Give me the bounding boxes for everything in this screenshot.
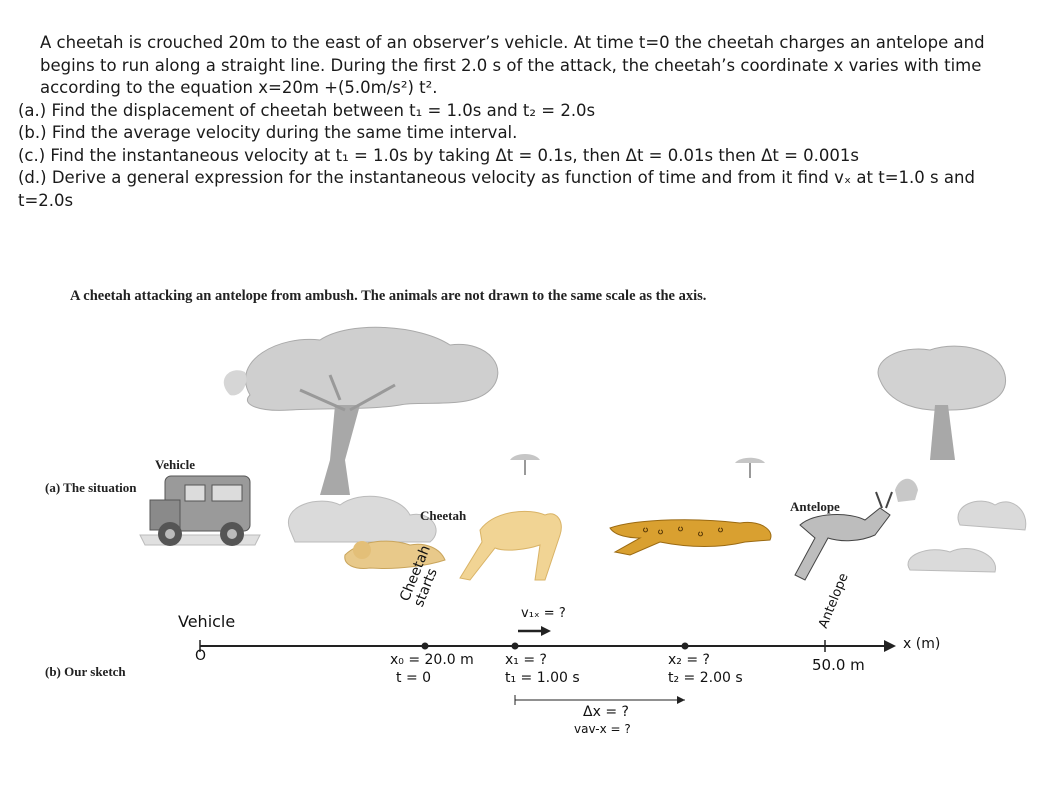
cheetah-figure	[0, 280, 1040, 780]
vav-label: vav-x = ?	[574, 722, 631, 736]
axis-label: x (m)	[903, 636, 941, 652]
cheetah-running	[610, 520, 771, 555]
figure-illustration	[0, 280, 1040, 780]
cheetah-starts-label: Cheetah starts	[397, 543, 441, 610]
part-b: (b.) Find the average velocity during the same time interval.	[18, 123, 518, 142]
acacia-tree-right	[878, 346, 1006, 460]
x2-label: x₂ = ?	[668, 652, 710, 668]
x0-label: x₀ = 20.0 m	[390, 652, 474, 668]
problem-intro: A cheetah is crouched 20m to the east of an observer’s vehicle. At time t=0 the cheetah charges an antelope and begins to run along a straight line. During the first 2.0 s of the attack, the cheetah’s coordinate x varies with time according to the equation x=20m +(5.0m/s²) t².	[40, 33, 985, 97]
part-d: (d.) Derive a general expression for the instantaneous velocity as function of time and from it find vₓ at t=1.0 s and t=2.0s	[18, 168, 975, 210]
sketch-antelope-label: Antelope	[816, 571, 852, 631]
dx-label: Δx = ?	[583, 704, 629, 720]
sketch-label: (b) Our sketch	[45, 664, 126, 679]
sketch-vehicle-label: Vehicle	[178, 612, 236, 631]
part-a: (a.) Find the displacement of cheetah between t₁ = 1.0s and t₂ = 2.0s	[18, 100, 596, 120]
part-c: (c.) Find the instantaneous velocity at t₁ = 1.0s by taking Δt = 0.1s, then Δt = 0.01s then Δt = 0.001s	[18, 145, 860, 165]
t1-label: t₁ = 1.00 s	[505, 670, 580, 686]
situation-label: (a) The situation	[45, 480, 137, 495]
cheetah-mid-stride	[460, 511, 561, 580]
acacia-tree-left	[224, 327, 498, 495]
cheetah-label: Cheetah	[420, 508, 467, 523]
bushes	[140, 496, 1026, 572]
t2-label: t₂ = 2.00 s	[668, 670, 743, 686]
sketch-axis	[200, 626, 896, 705]
problem-text	[18, 32, 1028, 212]
antelope-label: Antelope	[790, 499, 840, 514]
distant-trees	[510, 454, 765, 478]
x1-label: x₁ = ?	[505, 652, 547, 668]
figure-caption: A cheetah attacking an antelope from ambush. The animals are not drawn to the same scale as the axis.	[70, 288, 707, 304]
v1x-label: v₁ₓ = ?	[521, 606, 566, 621]
vehicle-label: Vehicle	[155, 457, 195, 472]
sketch-origin-label: O	[195, 648, 207, 664]
t0-label: t = 0	[396, 670, 432, 686]
antelope-illustration	[795, 479, 918, 580]
antelope-position-label: 50.0 m	[812, 656, 865, 674]
